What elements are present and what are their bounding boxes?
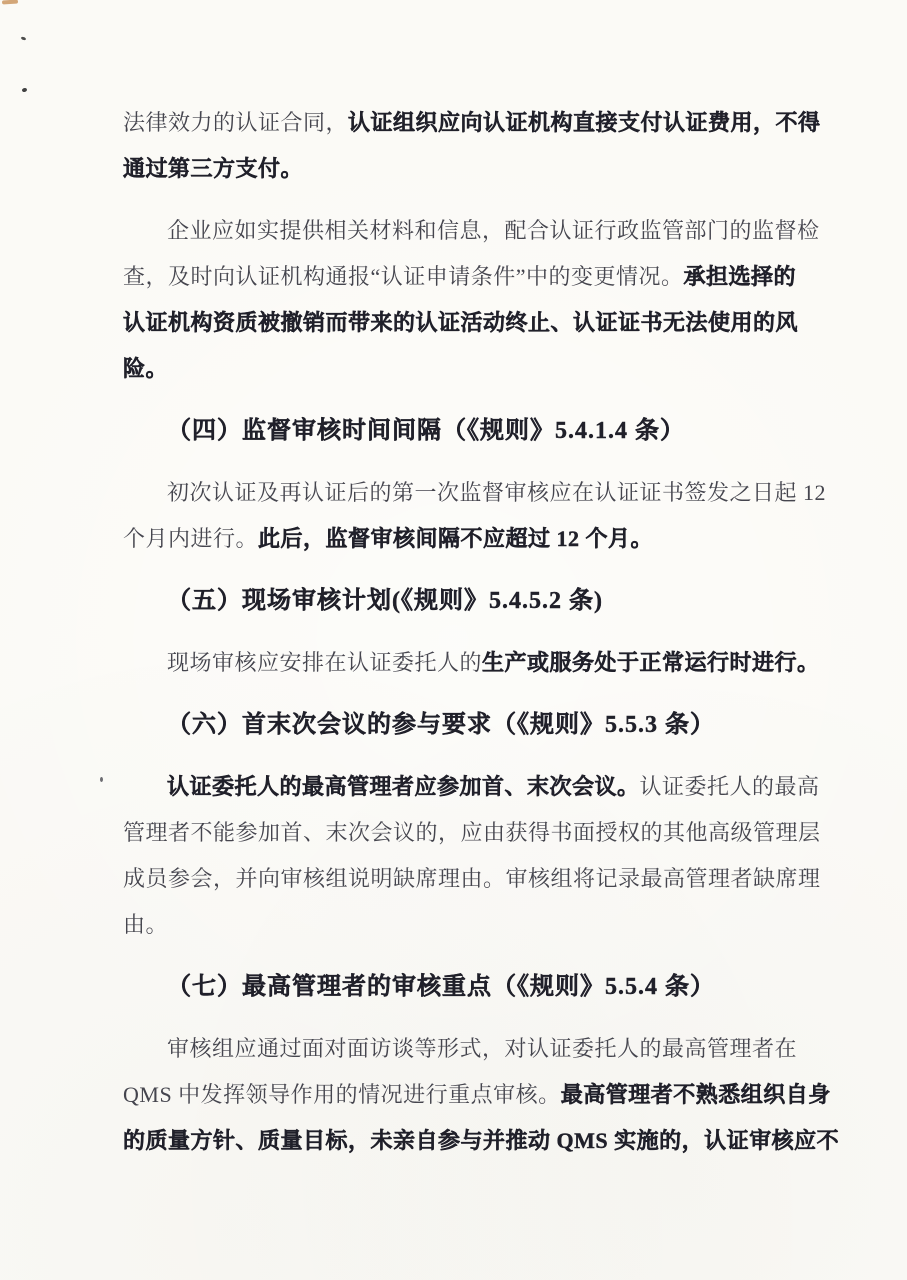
scan-speck [100,777,103,782]
text-line [123,254,795,300]
paragraph [123,208,820,392]
bold-text-run: （四）监督审核时间间隔（《规则》5.4.1.4 条） [167,418,685,444]
text-run: 初次认证及再认证后的第一次监督审核应在认证证书签发之日起 12 [167,480,827,505]
section-heading [123,964,795,1010]
text-line [123,146,795,192]
text-line [123,902,795,948]
section-heading [123,408,795,454]
paragraph [123,764,821,948]
bold-text-run: 的质量方针、质量目标，未亲自参与并推动 QMS 实施的，认证审核应不 [123,1128,840,1153]
bold-text-run: 认证机构资质被撤销而带来的认证活动终止、认证证书无法使用的风 [123,310,799,335]
paragraph [123,470,827,562]
text-line [123,1026,798,1072]
bold-text-run: 认证组织应向认证机构直接支付认证费用，不得 [348,110,821,135]
text-line [123,764,820,810]
paragraph [123,1026,840,1164]
bold-text-run: 承担选择的 [683,264,797,289]
bold-text-run: （五）现场审核计划(《规则》5.4.5.2 条) [167,588,603,614]
text-line [123,516,795,562]
text-line [123,208,820,254]
bold-text-run: （六）首末次会议的参与要求（《规则》5.5.3 条） [167,712,715,738]
scan-speck [21,36,27,41]
text-run: 认证委托人的最高 [639,774,820,799]
paragraph [123,640,820,686]
text-line [123,640,820,686]
section-heading [123,578,795,624]
text-line [123,346,795,392]
bold-text-run: （七）最高管理者的审核重点（《规则》5.5.4 条） [167,974,715,1000]
scan-speck [22,87,28,92]
text-line [123,1072,831,1118]
text-line [123,100,821,146]
text-run: 查，及时向认证机构通报“认证申请条件”中的变更情况。 [123,264,684,289]
text-line [123,964,795,1010]
bold-text-run: 险。 [123,356,169,381]
document-body [123,100,840,1180]
bold-text-run: 此后，监督审核间隔不应超过 12 个月。 [258,526,654,551]
text-line [123,856,821,902]
text-run: 管理者不能参加首、末次会议的，应由获得书面授权的其他高级管理层 [123,820,821,845]
paragraph [123,100,821,192]
text-run: 由。 [123,912,169,937]
text-line [123,408,795,454]
text-run: 个月内进行。 [123,526,259,551]
bold-text-run: 认证委托人的最高管理者应参加首、末次会议。 [167,774,640,799]
section-heading [123,702,795,748]
text-line [123,810,821,856]
text-line [123,578,795,624]
text-run: 现场审核应安排在认证委托人的 [167,650,483,675]
text-line [123,702,795,748]
bold-text-run: 最高管理者不熟悉组织自身 [560,1082,831,1107]
bold-text-run: 生产或服务处于正常运行时进行。 [482,650,820,675]
bold-text-run: 通过第三方支付。 [123,156,304,181]
text-run: 法律效力的认证合同， [123,110,349,135]
scan-corner-mark [2,0,18,5]
text-line [123,300,799,346]
text-run: 成员参会，并向审核组说明缺席理由。审核组将记录最高管理者缺席理 [123,866,821,891]
text-line [123,1118,840,1164]
text-line [123,470,827,516]
text-run: QMS 中发挥领导作用的情况进行重点审核。 [123,1082,561,1107]
text-run: 企业应如实提供相关材料和信息，配合认证行政监管部门的监督检 [167,218,820,243]
text-run: 审核组应通过面对面访谈等形式，对认证委托人的最高管理者在 [167,1036,798,1061]
